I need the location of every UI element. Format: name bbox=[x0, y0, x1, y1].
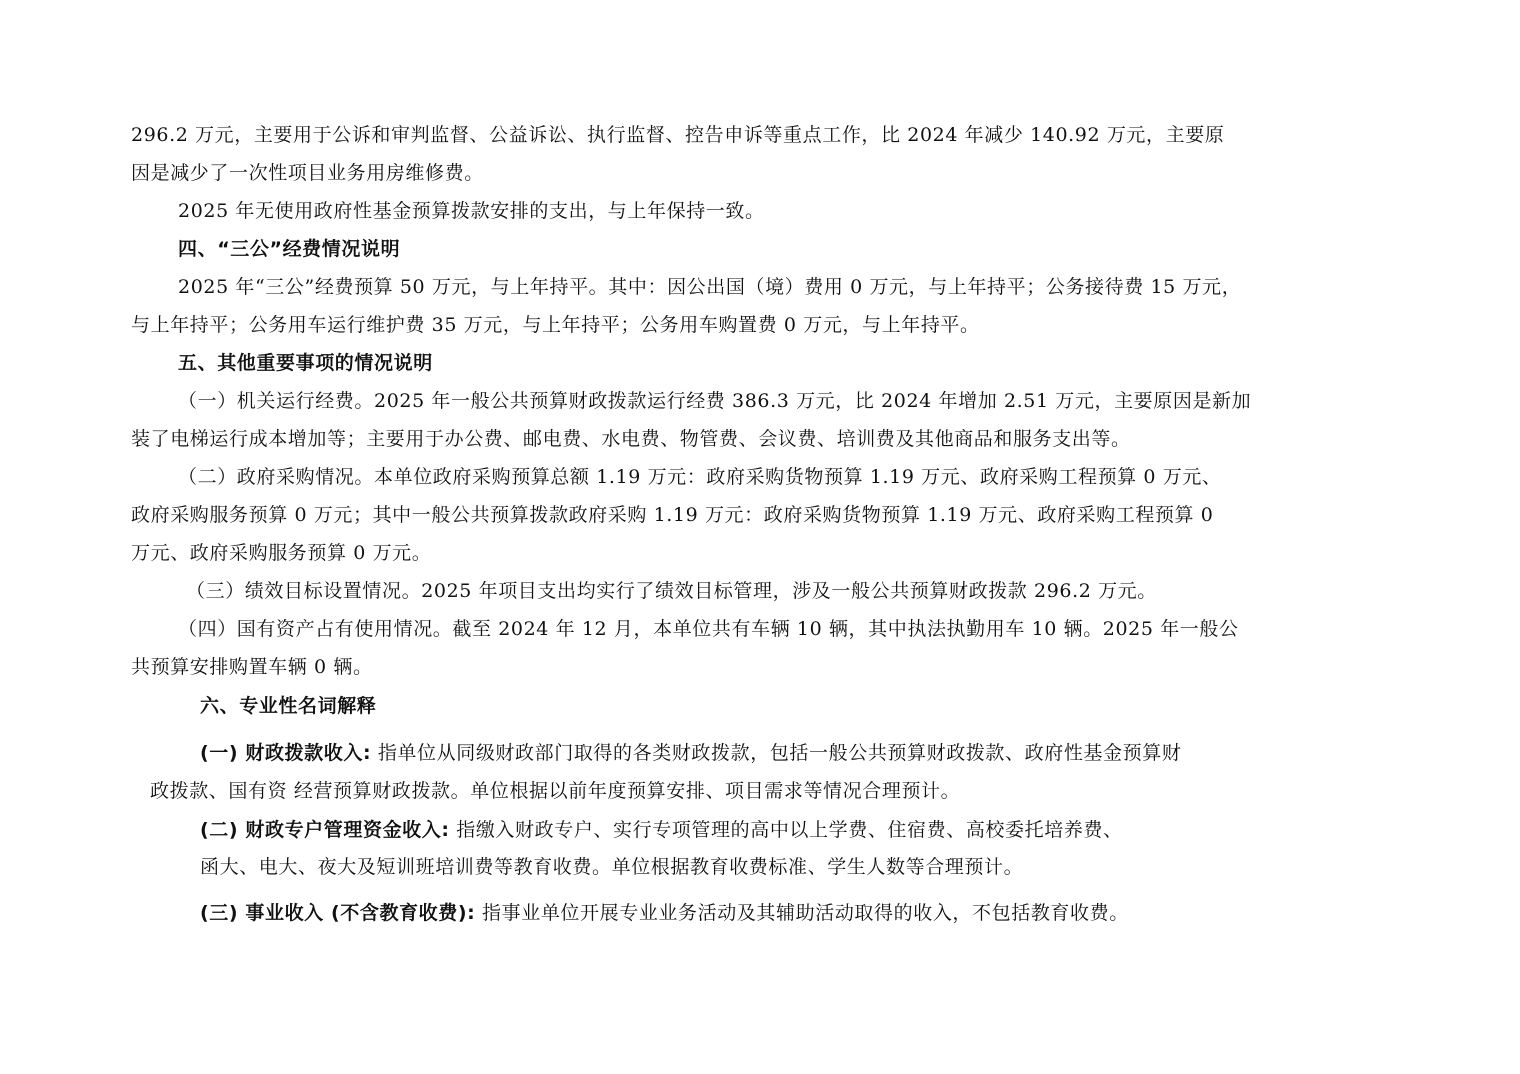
paragraph-line: 函大、电大、夜大及短训班培训费等教育收费。单位根据教育收费标准、学生人数等合理预计。 bbox=[200, 856, 1024, 878]
paragraph-line: 万元、政府采购服务预算 0 万元。 bbox=[131, 542, 432, 564]
paragraph-line: 296.2 万元，主要用于公诉和审判监督、公益诉讼、执行监督、控告申诉等重点工作，比 2024 年减少 140.92 万元，主要原 bbox=[131, 124, 1225, 146]
paragraph-line: （一）机关运行经费。2025 年一般公共预算财政拨款运行经费 386.3 万元，比 2024 年增加 2.51 万元，主要原因是新加 bbox=[178, 390, 1252, 412]
paragraph-line: 装了电梯运行成本增加等；主要用于办公费、邮电费、水电费、物管费、会议费、培训费及其他商品和服务支出等。 bbox=[131, 428, 1131, 450]
paragraph-line: 与上年持平；公务用车运行维护费 35 万元，与上年持平；公务用车购置费 0 万元，与上年持平。 bbox=[131, 314, 980, 336]
term-text: 指缴入财政专户、实行专项管理的高中以上学费、住宿费、高校委托培养费、 bbox=[449, 819, 1123, 841]
paragraph-line: 2025 年“三公”经费预算 50 万元，与上年持平。其中：因公出国（境）费用 0 万元，与上年持平；公务接待费 15 万元， bbox=[178, 276, 1242, 298]
term-label: (一) 财政拨款收入: bbox=[200, 742, 372, 764]
term-text: 指单位从同级财政部门取得的各类财政拨款，包括一般公共预算财政拨款、政府性基金预算财 bbox=[371, 742, 1182, 764]
term-definition-line bbox=[200, 741, 1181, 765]
paragraph-line: 共预算安排购置车辆 0 辆。 bbox=[131, 656, 373, 678]
section-heading-6: 六、专业性名词解释 bbox=[200, 695, 377, 717]
section-heading-5: 五、其他重要事项的情况说明 bbox=[178, 352, 433, 374]
term-label: (三) 事业收入 (不含教育收费): bbox=[200, 902, 476, 924]
paragraph-line: （四）国有资产占有使用情况。截至 2024 年 12 月，本单位共有车辆 10 辆，其中执法执勤用车 10 辆。2025 年一般公 bbox=[178, 618, 1239, 640]
paragraph-line: 政拨款、国有资 经营预算财政拨款。单位根据以前年度预算安排、项目需求等情况合理预计。 bbox=[150, 780, 961, 802]
term-definition-line bbox=[200, 818, 1123, 842]
term-definition-line bbox=[200, 901, 1129, 925]
section-heading-4: 四、“三公”经费情况说明 bbox=[178, 238, 401, 260]
paragraph-line: 政府采购服务预算 0 万元；其中一般公共预算拨款政府采购 1.19 万元：政府采购货物预算 1.19 万元、政府采购工程预算 0 bbox=[131, 504, 1214, 526]
paragraph-line: （二）政府采购情况。本单位政府采购预算总额 1.19 万元：政府采购货物预算 1.19 万元、政府采购工程预算 0 万元、 bbox=[178, 466, 1222, 488]
paragraph-line: 因是减少了一次性项目业务用房维修费。 bbox=[131, 162, 484, 184]
paragraph-line: （三）绩效目标设置情况。2025 年项目支出均实行了绩效目标管理，涉及一般公共预算财政拨款 296.2 万元。 bbox=[186, 580, 1157, 602]
term-text: 指事业单位开展专业业务活动及其辅助活动取得的收入，不包括教育收费。 bbox=[475, 902, 1129, 924]
paragraph-line: 2025 年无使用政府性基金预算拨款安排的支出，与上年保持一致。 bbox=[178, 200, 765, 222]
term-label: (二) 财政专户管理资金收入: bbox=[200, 819, 450, 841]
